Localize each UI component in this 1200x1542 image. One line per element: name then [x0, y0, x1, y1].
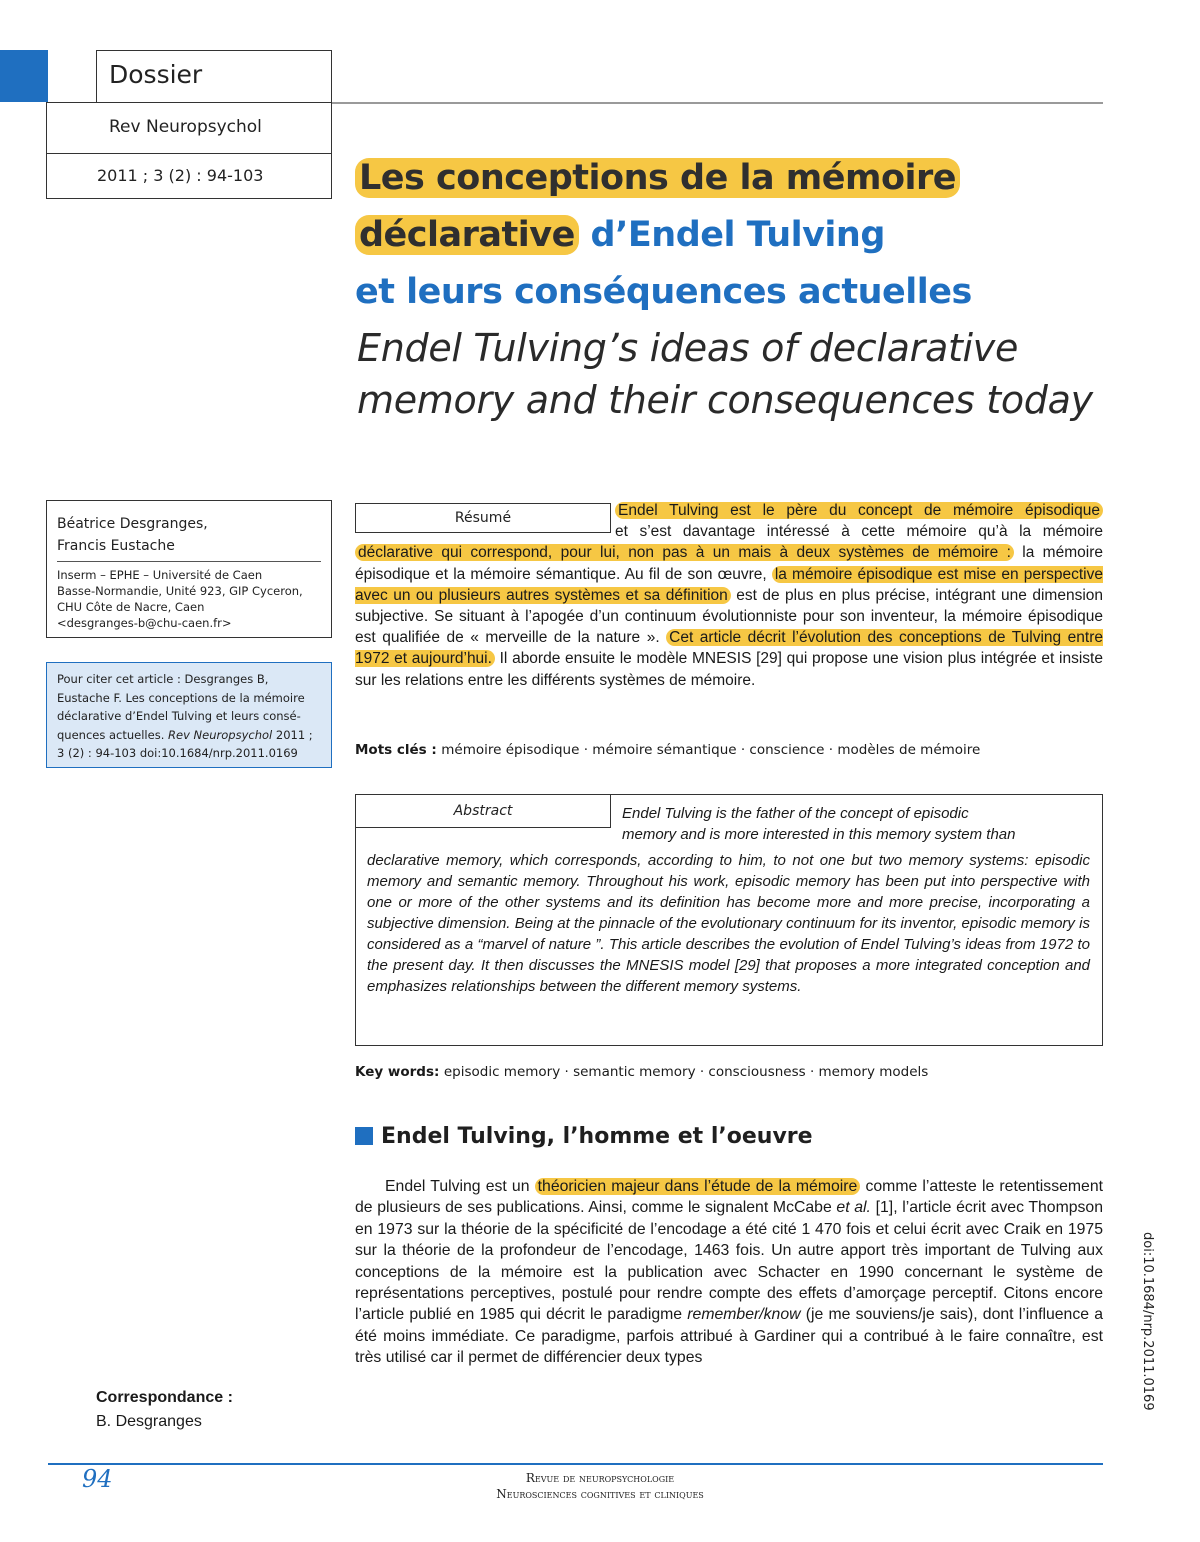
- doi-vertical: doi:10.1684/nrp.2011.0169: [1140, 1232, 1155, 1411]
- paragraph-span: Endel Tulving est un: [385, 1178, 535, 1195]
- section-heading-text: Endel Tulving, l’homme et l’oeuvre: [381, 1124, 813, 1149]
- key-words-items: episodic memory · semantic memory · consciousness · memory models: [443, 1064, 929, 1080]
- citation: 2011 ; 3 (2) : 94-103: [97, 166, 264, 185]
- paragraph-italic: et al.: [836, 1199, 871, 1217]
- resume-highlight-2: déclarative qui correspond, pour lui, non pas à un mais à deux systèmes de mémoire :: [355, 544, 1014, 561]
- mots-cles: [355, 741, 1103, 759]
- resume-span: la mémoire épisodique et la mémoire sémantique. Au fil de son œuvre,: [355, 544, 1103, 583]
- resume-highlight-1: Endel Tulving est le père du concept de mémoire épisodique: [615, 502, 1103, 519]
- footer-journal-line2: Neurosciences cognitives et cliniques: [496, 1487, 704, 1501]
- paragraph-span: comme l’atteste le retentissement de plusieurs de ses publications. Ainsi, comme le signalent McCabe: [355, 1178, 1104, 1217]
- title-fr-line2-rest: d’Endel Tulving: [578, 215, 885, 255]
- citation-box: [46, 153, 332, 199]
- mots-cles-label: Mots clés :: [355, 742, 437, 758]
- key-words-label: Key words:: [355, 1064, 440, 1080]
- page-number: 94: [82, 1465, 113, 1493]
- paragraph-span: [1], l’article écrit avec Thompson en 1973 sur la théorie de la spécificité de l’encodage a été cité 1 470 fois et celui écrit avec Craik en 1975 sur la théorie de la profondeur de l’encodage, 1463 fois. Un autre apport très important de Tulving aux conceptions de la mémoire est la publication avec Schacter en 1990 concernant le système de représentations perceptives, postulé pour rendre compte des effets d’amorçage perceptif. Citons encore l’article publié en 1985 qui décrit le paradigme: [355, 1199, 1103, 1324]
- affiliation-line: Inserm – EPHE – Université de Caen: [57, 568, 263, 582]
- resume-span: et s’est davantage intéressé à cette mémoire qu’à la mémoire: [615, 523, 1103, 541]
- abstract-label: Abstract: [453, 803, 513, 819]
- cite-line: déclarative d’Endel Tulving et leurs consé-: [57, 709, 301, 723]
- affiliation-line: Basse-Normandie, Unité 923, GIP Cyceron,: [57, 584, 303, 598]
- resume-highlight-3: la mémoire épisodique est mise en perspective avec un ou plusieurs autres systèmes et sa définition: [355, 565, 1103, 604]
- resume-span: est de plus en plus précise, intégrant une dimension subjective. Se situant à l’apogée d’un continuum évolutionniste pour son inventeur, la mémoire épisodique est qualifiée de « merveille de la nature ».: [355, 586, 1104, 647]
- paragraph-highlight: théoricien majeur dans l’étude de la mémoire: [535, 1178, 861, 1195]
- author-2: Francis Eustache: [57, 538, 175, 554]
- paragraph-italic: remember/know: [687, 1306, 801, 1324]
- title-french: [355, 150, 1135, 321]
- resume-text: [355, 500, 1103, 691]
- author-email: <desgranges-b@chu-caen.fr>: [57, 616, 232, 630]
- resume-span: Il aborde ensuite le modèle MNESIS [29] qui propose une vision plus intégrée et insiste sur les relations entre les différents systèmes de mémoire.: [355, 650, 1103, 689]
- section-heading: [355, 1124, 813, 1149]
- title-fr-line3: et leurs conséquences actuelles: [355, 272, 972, 312]
- authors-box: [46, 500, 332, 638]
- abstract-line: Endel Tulving is the father of the concept of episodic: [622, 805, 969, 822]
- cite-line: [57, 726, 323, 745]
- correspondance-name: B. Desgranges: [96, 1413, 202, 1430]
- cite-journal: Rev Neuropsychol: [168, 727, 273, 742]
- footer-rule: [48, 1463, 1103, 1465]
- section-square-icon: [355, 1127, 373, 1145]
- title-fr-highlight-2: déclarative: [355, 215, 579, 255]
- abstract-label-box: [355, 794, 611, 828]
- cite-text: 2011 ;: [272, 727, 313, 742]
- resume-label: Résumé: [454, 510, 512, 526]
- header-rule: [332, 102, 1103, 104]
- cite-text: quences actuelles.: [57, 727, 169, 742]
- abstract-line: memory and is more interested in this memory system than: [622, 826, 1016, 843]
- cite-article-box: [46, 662, 332, 768]
- paragraph-span: (je me souviens/je sais), dont l’influence a été moins immédiate. Ce paradigme, parfois attribué à Gardiner qui a contribué à le faire connaître, est très utilisé car il permet de différencier deux types: [355, 1306, 1103, 1367]
- title-fr-highlight-1: Les conceptions de la mémoire: [355, 158, 960, 198]
- cite-line: Eustache F. Les conceptions de la mémoire: [57, 690, 305, 705]
- authors-names: [57, 513, 208, 557]
- author-1: Béatrice Desgranges,: [57, 516, 208, 532]
- title-en-line1: Endel Tulving’s ideas of declarative: [357, 326, 1019, 370]
- abstract-body: declarative memory, which corresponds, according to him, to not one but two memory systems: episodic memory and semantic memory. Throughout his work, episodic memory has been put into perspective with one or more of the other systems and its definition has become more and more precise, incorporating a subjective dimension. Being at the pinnacle of the evolutionary continuum for its inventor, episodic memory is considered as a “marvel of nature ”. This article describes the evolution of Endel Tulving’s ideas from 1972 to the present day. It then discusses the MNESIS model [29] that proposes a more integrated conception and emphasizes relationships between the different memory systems.: [367, 852, 1090, 995]
- correspondance-label: Correspondance :: [96, 1389, 233, 1406]
- journal-abbrev: Rev Neuropsychol: [109, 117, 262, 137]
- key-words: [355, 1063, 1103, 1081]
- cite-article-text: [57, 670, 323, 763]
- section-label-box: [96, 50, 332, 104]
- resume-highlight-4: Cet article décrit l’évolution des conceptions de Tulving entre 1972 et aujourd’hui.: [355, 629, 1104, 668]
- mots-cles-items: mémoire épisodique · mémoire sémantique · conscience · modèles de mémoire: [441, 742, 981, 758]
- cite-line: 3 (2) : 94-103 doi:10.1684/nrp.2011.0169: [57, 746, 298, 760]
- blue-accent-tab: [0, 50, 48, 102]
- footer-journal: [470, 1470, 730, 1502]
- footer-journal-line1: Revue de neuropsychologie: [525, 1471, 675, 1485]
- section-label: Dossier: [109, 60, 203, 89]
- section-paragraph: [355, 1176, 1103, 1369]
- authors-divider: [57, 561, 321, 562]
- abstract-top-lines: [622, 803, 1090, 845]
- affiliation-line: CHU Côte de Nacre, Caen: [57, 600, 205, 614]
- journal-abbrev-box: [46, 102, 332, 154]
- affiliation: [57, 567, 303, 631]
- title-en-line2: memory and their consequences today: [357, 378, 1093, 422]
- correspondance: [96, 1386, 233, 1434]
- cite-line: Pour citer cet article : Desgranges B,: [57, 672, 269, 686]
- title-english: [357, 322, 1137, 426]
